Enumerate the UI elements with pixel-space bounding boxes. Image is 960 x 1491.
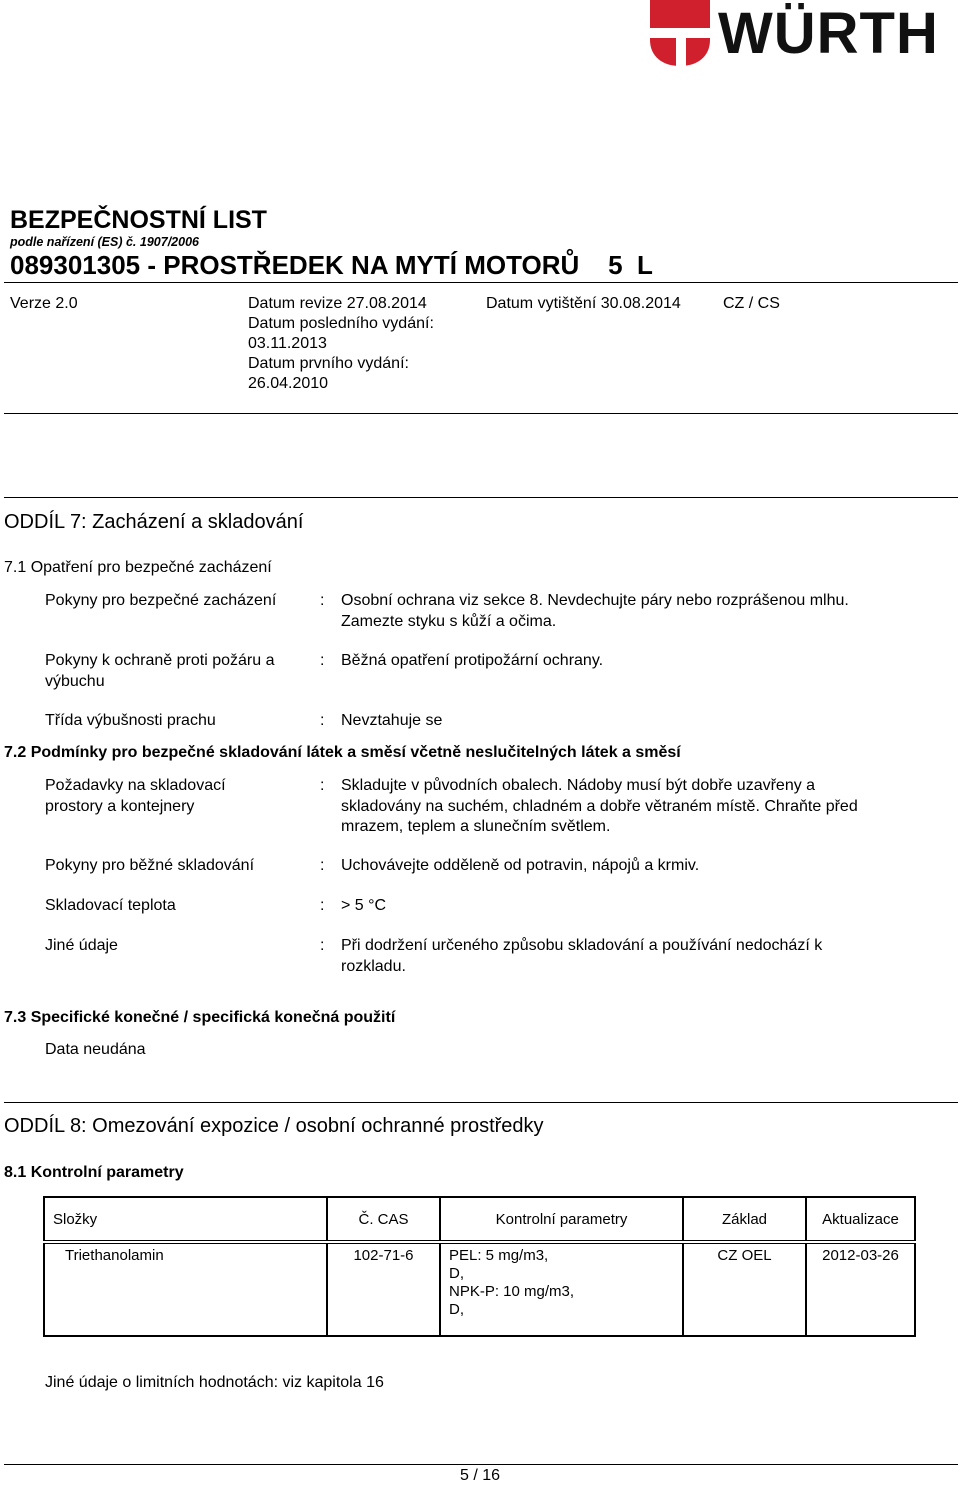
cell-control-params	[440, 1244, 683, 1336]
dust-explosion-value: Nevztahuje se	[341, 712, 443, 729]
section8-heading: ODDÍL 8: Omezování expozice / osobní ochranné prostředky	[4, 1115, 544, 1137]
header-rule-top	[4, 282, 958, 283]
last-issue-label: Datum posledního vydání:	[248, 315, 434, 332]
regulation-subtitle: podle nařízení (ES) č. 1907/2006	[10, 235, 199, 249]
storage-temperature-value: > 5 °C	[341, 897, 387, 914]
section7-rule	[4, 497, 958, 498]
fire-protection-label: Pokyny k ochraně proti požáru a výbuchu	[45, 652, 275, 690]
dust-explosion-label: Třída výbušnosti prachu	[45, 712, 216, 729]
col-header-control-params: Kontrolní parametry	[440, 1197, 683, 1242]
handling-label: Pokyny pro bezpečné zacházení	[45, 592, 277, 609]
storage-requirements-label: Požadavky na skladovací prostory a kontejnery	[45, 777, 226, 815]
col-header-basis: Základ	[683, 1197, 806, 1242]
section7-3-text: Data neudána	[45, 1041, 146, 1058]
param-line: PEL: 5 mg/m3,	[449, 1247, 549, 1264]
other-info-value: Při dodržení určeného způsobu skladování a používání nedochází k rozkladu.	[341, 937, 823, 975]
handling-value: Osobní ochrana viz sekce 8. Nevdechujte páry nebo rozprášenou mlhu. Zamezte styku s kůží a očima.	[341, 592, 849, 630]
table-row	[44, 1244, 915, 1336]
version-label: Verze 2.0	[10, 295, 78, 312]
storage-temperature-label: Skladovací teplota	[45, 897, 176, 914]
col-header-cas: Č. CAS	[327, 1197, 440, 1242]
param-line: D,	[449, 1265, 464, 1282]
table-header-row	[44, 1197, 915, 1242]
cell-basis: CZ OEL	[683, 1244, 806, 1336]
first-issue-date: 26.04.2010	[248, 375, 329, 392]
colon: :	[320, 857, 325, 874]
colon: :	[320, 712, 325, 729]
param-line: NPK-P: 10 mg/m3,	[449, 1283, 575, 1300]
other-info-label: Jiné údaje	[45, 937, 118, 954]
last-issue-date: 03.11.2013	[248, 335, 327, 352]
fire-protection-value: Běžná opatření protipožární ochrany.	[341, 652, 604, 669]
locale-code: CZ / CS	[723, 295, 780, 312]
limit-values-note: Jiné údaje o limitních hodnotách: viz kapitola 16	[45, 1374, 384, 1391]
cell-component: Triethanolamin	[44, 1244, 327, 1336]
section7-2-heading: 7.2 Podmínky pro bezpečné skladování látek a směsí včetně neslučitelných látek a směsí	[4, 744, 681, 761]
colon: :	[320, 897, 325, 914]
section8-1-heading: 8.1 Kontrolní parametry	[4, 1164, 184, 1181]
first-issue-label: Datum prvního vydání:	[248, 355, 409, 372]
control-parameters-table	[43, 1196, 916, 1337]
param-line: D,	[449, 1301, 464, 1318]
header-rule-bottom	[4, 413, 958, 414]
colon: :	[320, 937, 325, 954]
product-name: 089301305 - PROSTŘEDEK NA MYTÍ MOTORŮ 5 L	[10, 250, 653, 280]
common-storage-value: Uchovávejte odděleně od potravin, nápojů a krmiv.	[341, 857, 700, 874]
col-header-updated: Aktualizace	[806, 1197, 915, 1242]
cell-updated: 2012-03-26	[806, 1244, 915, 1336]
storage-requirements-value: Skladujte v původních obalech. Nádoby musí být dobře uzavřeny a skladovány na suchém, chladném a dobře větraném místě. Chraňte před mrazem, teplem a slunečním světlem.	[341, 777, 858, 835]
colon: :	[320, 652, 325, 669]
col-header-components: Složky	[44, 1197, 327, 1242]
brand-wordmark: WÜRTH	[718, 1, 939, 66]
section7-1-heading: 7.1 Opatření pro bezpečné zacházení	[4, 559, 272, 576]
print-date: Datum vytištění 30.08.2014	[486, 295, 681, 312]
footer-rule	[4, 1464, 958, 1465]
section7-3-heading: 7.3 Specifické konečné / specifická konečná použití	[4, 1009, 396, 1026]
document-title: BEZPEČNOSTNÍ LIST	[10, 206, 267, 234]
section7-heading: ODDÍL 7: Zacházení a skladování	[4, 511, 304, 533]
colon: :	[320, 592, 325, 609]
section8-rule	[4, 1102, 958, 1103]
wurth-logo	[648, 0, 958, 70]
colon: :	[320, 777, 325, 794]
cell-cas: 102-71-6	[327, 1244, 440, 1336]
common-storage-label: Pokyny pro běžné skladování	[45, 857, 255, 874]
page-number: 5 / 16	[459, 1467, 501, 1484]
revision-date: Datum revize 27.08.2014	[248, 295, 427, 312]
